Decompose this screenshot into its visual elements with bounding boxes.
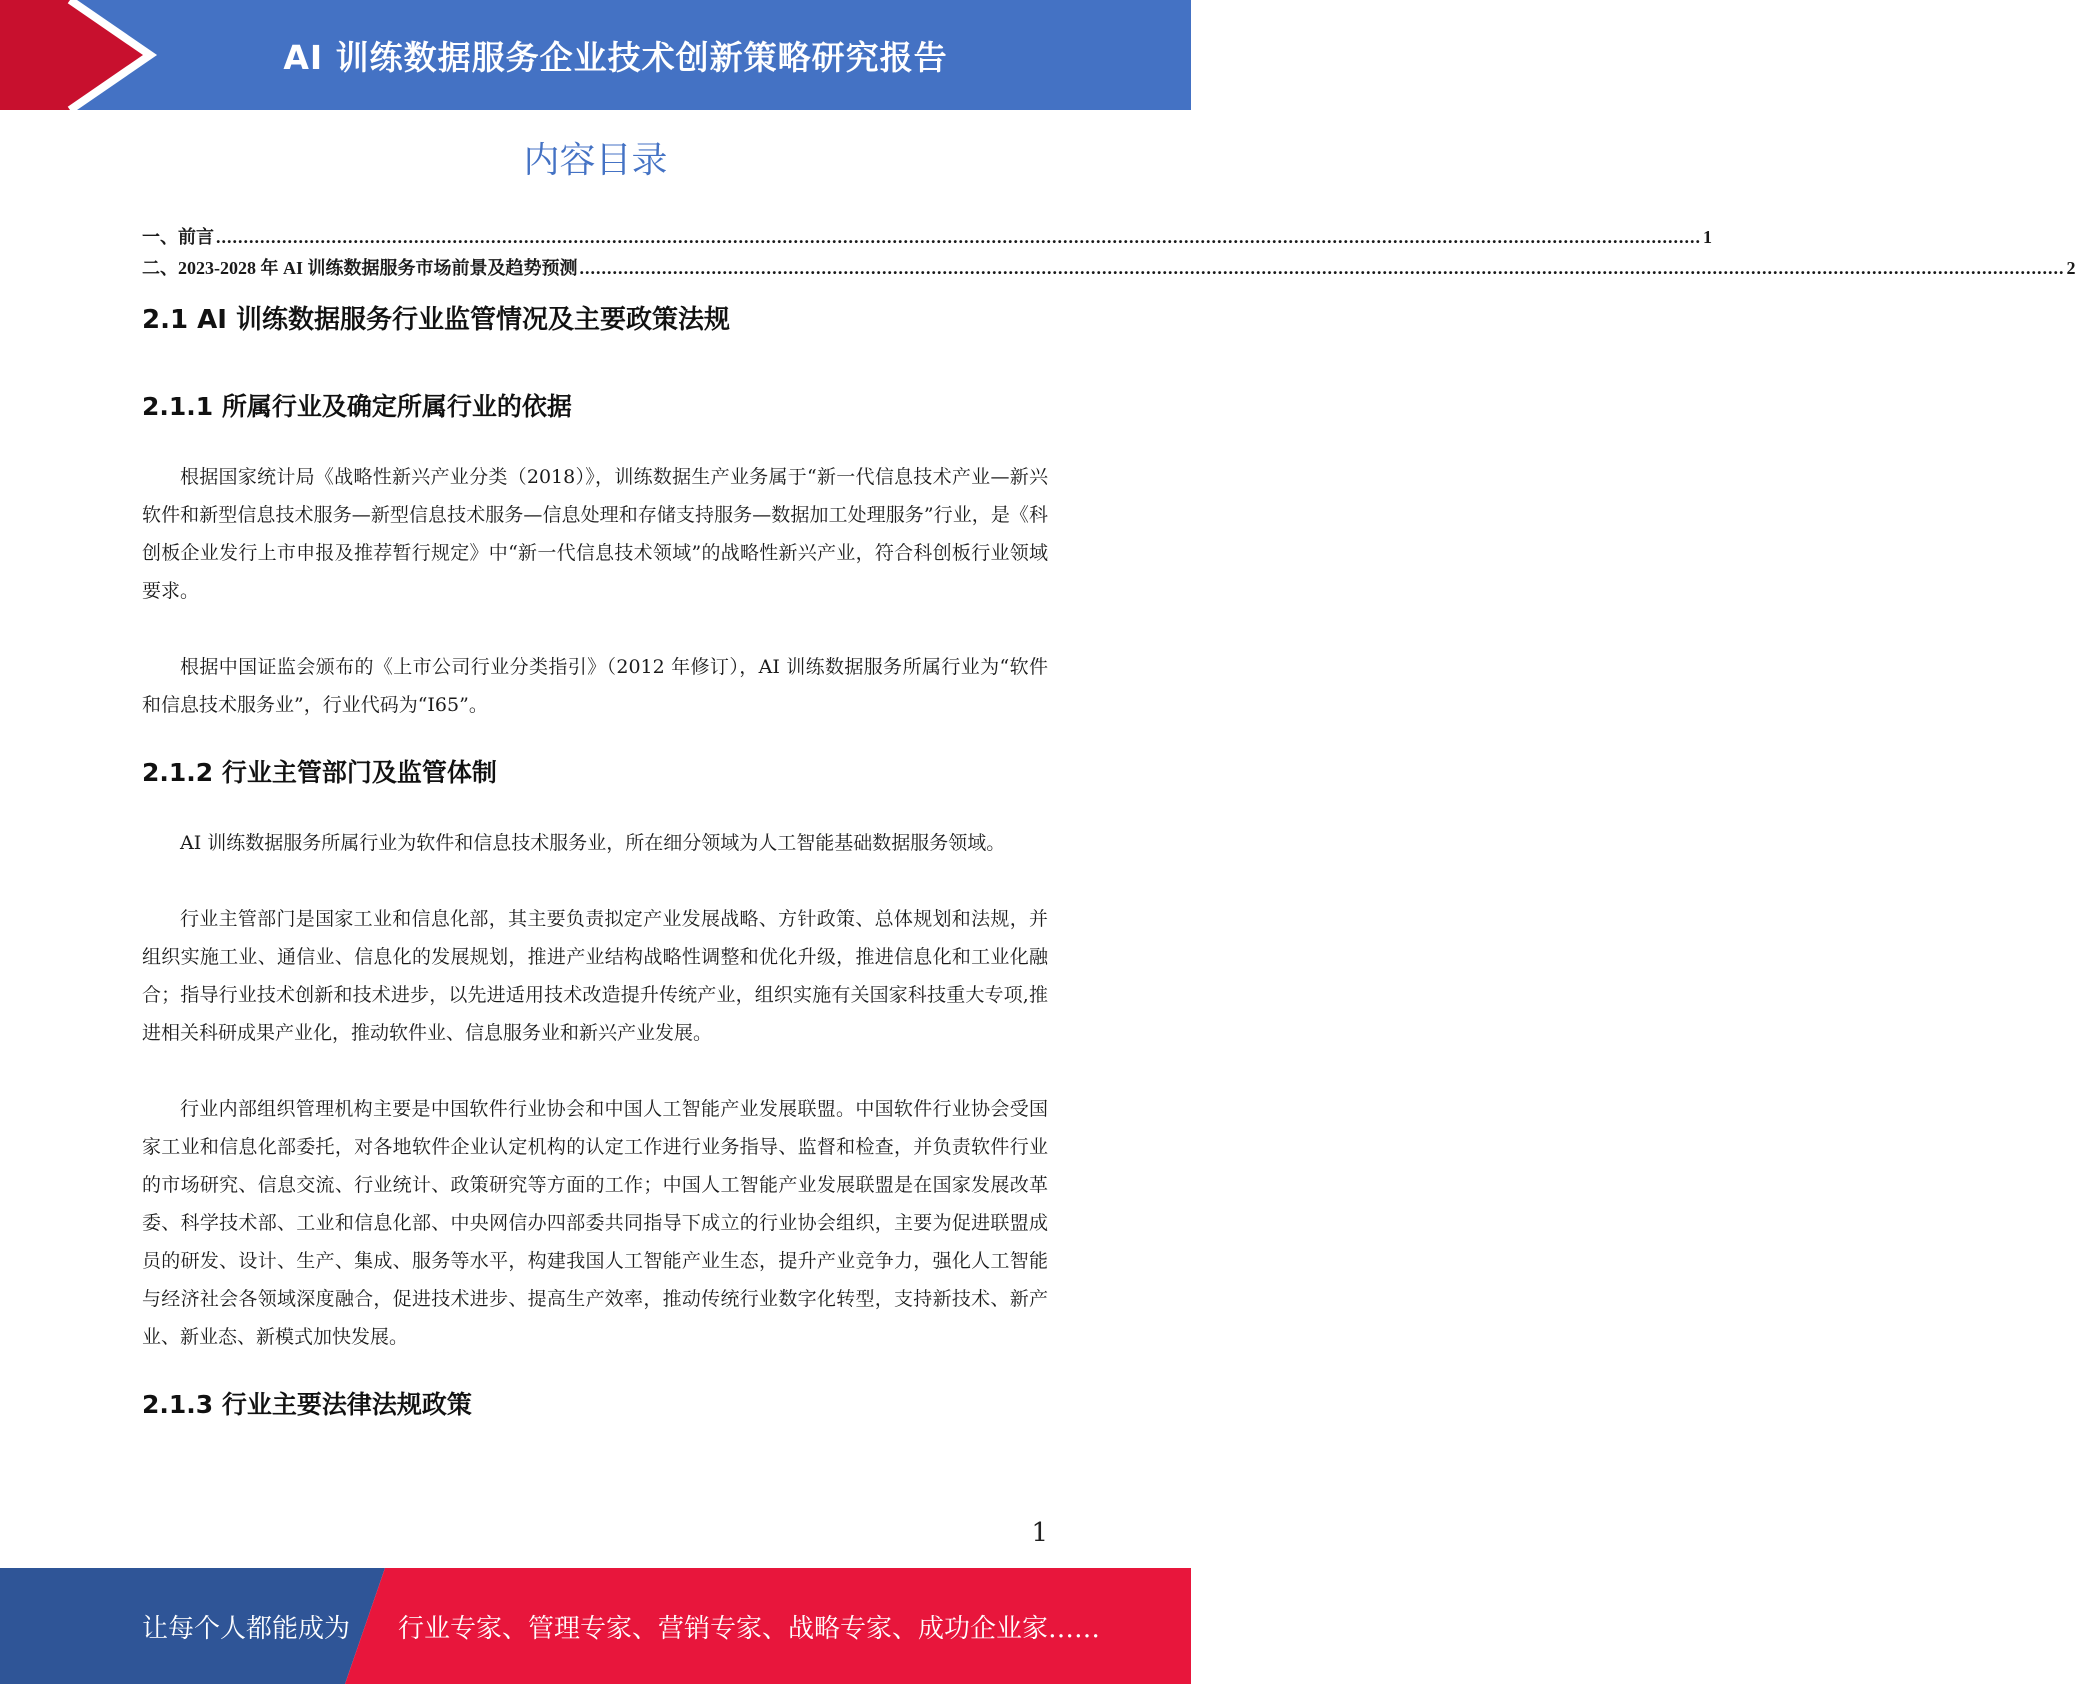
toc-entry-text: 二、2023-2028 年 AI 训练数据服务市场前景及趋势预测: [142, 258, 578, 278]
toc-entry-page: 1: [1703, 227, 1712, 247]
paragraph: 行业主管部门是国家工业和信息化部，其主要负责拟定产业发展战略、方针政策、总体规划和法规，并组织实施工业、通信业、信息化的发展规划，推进产业结构战略性调整和优化升级，推进信息化和工业化融合；指导行业技术创新和技术进步，以先进适用技术改造提升传统产业，组织实施有关国家科技重大专项,推进相关科研成果产业化，推动软件业、信息服务业和新兴产业发展。: [142, 908, 1048, 1044]
paragraph: 根据国家统计局《战略性新兴产业分类（2018）》，训练数据生产业务属于“新一代信息技术产业—新兴软件和新型信息技术服务—新型信息技术服务—信息处理和存储支持服务—数据加工处理服务”行业，是《科创板企业发行上市申报及推荐暂行规定》中“新一代信息技术领域”的战略性新兴产业，符合科创板行业领域要求。: [142, 466, 1048, 602]
toc-list: [142, 222, 2076, 284]
footer-slogan-left: 让每个人都能成为: [142, 1613, 351, 1644]
report-title: AI 训练数据服务企业技术创新策略研究报告: [283, 37, 948, 77]
footer-band: [0, 1568, 1191, 1684]
toc-heading: 内容目录: [523, 140, 668, 181]
section-heading-2-1-2: 2.1.2 行业主管部门及监管体制: [142, 758, 497, 787]
paragraph: 行业内部组织管理机构主要是中国软件行业协会和中国人工智能产业发展联盟。中国软件行业协会受国家工业和信息化部委托，对各地软件企业认定机构的认定工作进行业务指导、监督和检查，并负责软件行业的市场研究、信息交流、行业统计、政策研究等方面的工作；中国人工智能产业发展联盟是在国家发展改革委、科学技术部、工业和信息化部、中央网信办四部委共同指导下成立的行业协会组织，主要为促进联盟成员的研发、设计、生产、集成、服务等水平，构建我国人工智能产业生态，提升产业竞争力，强化人工智能与经济社会各领域深度融合，促进技术进步、提高生产效率，推动传统行业数字化转型，支持新技术、新产业、新业态、新模式加快发展。: [142, 1098, 1048, 1348]
section-heading-2-1-1: 2.1.1 所属行业及确定所属行业的依据: [142, 392, 572, 421]
toc-dot-leader: ..............................................................................................................................................................................................................................................................................: [216, 227, 1701, 247]
toc-dot-leader: ..............................................................................................................................................................................................................................................................................: [579, 258, 2065, 278]
section-heading-2-1: 2.1 AI 训练数据服务行业监管情况及主要政策法规: [142, 305, 730, 335]
header-band: [0, 0, 1191, 110]
toc-entry-market-forecast[interactable]: [142, 253, 2076, 284]
section-heading-2-1-3: 2.1.3 行业主要法律法规政策: [142, 1390, 472, 1419]
page-number: 1: [1031, 1518, 1048, 1548]
toc-entry-page: 2: [2066, 258, 2076, 278]
toc-entry-preface[interactable]: [142, 222, 1712, 253]
paragraph: 根据中国证监会颁布的《上市公司行业分类指引》（2012 年修订），AI 训练数据服务所属行业为“软件和信息技术服务业”，行业代码为“I65”。: [142, 656, 1048, 716]
footer-slogan-right: 行业专家、管理专家、营销专家、战略专家、成功企业家……: [398, 1613, 1101, 1644]
toc-entry-text: 一、前言: [142, 227, 214, 247]
paragraph: AI 训练数据服务所属行业为软件和信息技术服务业，所在细分领域为人工智能基础数据服务领域。: [180, 832, 1006, 854]
header-chevron-icon: [0, 0, 160, 110]
report-body: [142, 298, 1048, 1426]
